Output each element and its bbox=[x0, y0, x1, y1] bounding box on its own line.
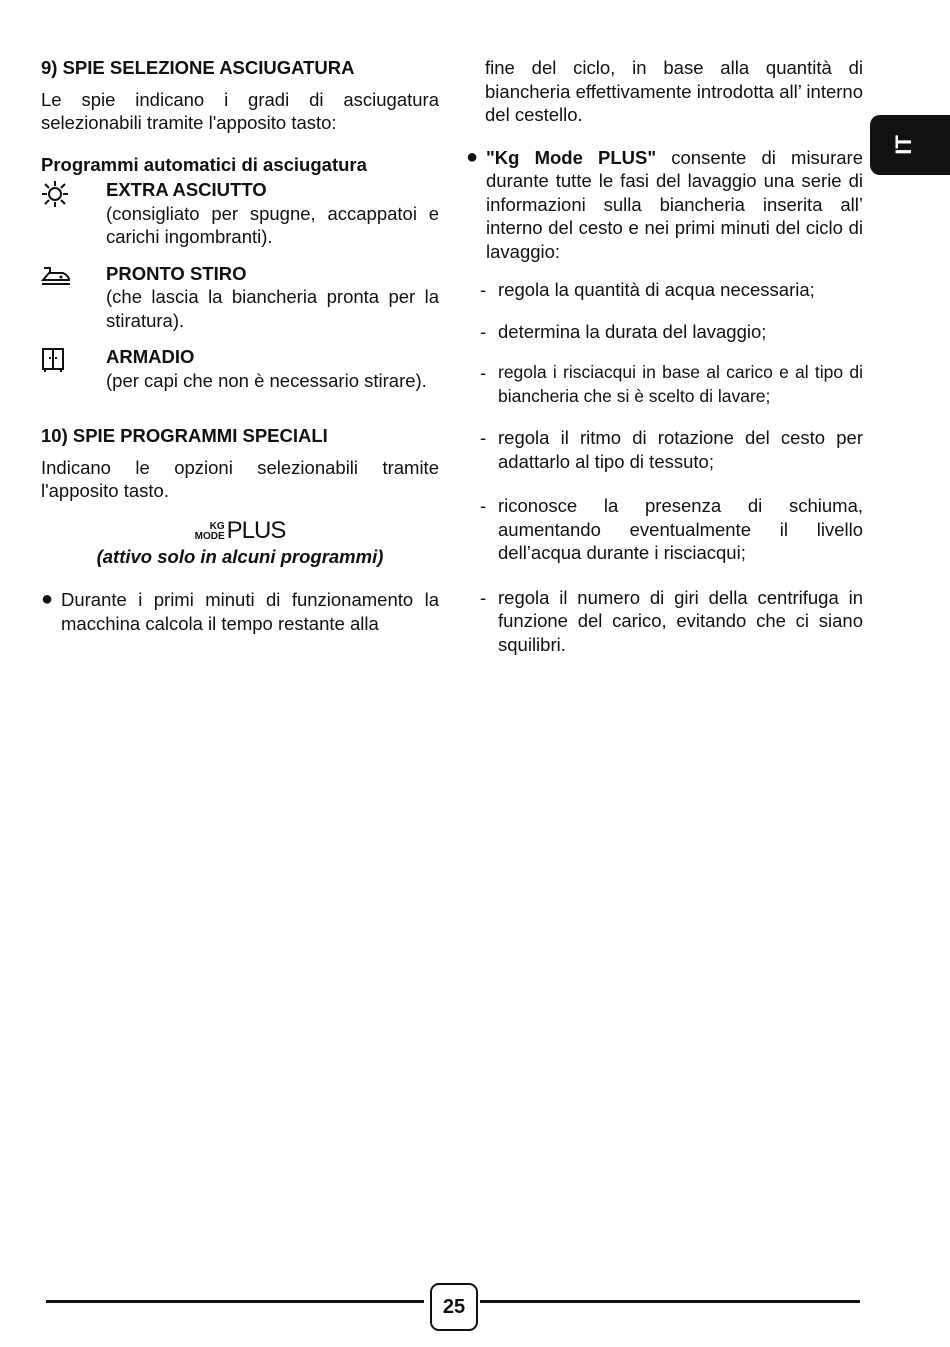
left-column bbox=[41, 56, 439, 635]
dash-item-text: riconosce la presenza di schiuma, aumentando eventualmente il livello dell’acqua durante i risciacqui; bbox=[498, 495, 863, 563]
dash-item-text: regola il numero di giri della centrifuga in funzione del carico, evitando che ci siano squilibri. bbox=[498, 586, 863, 655]
active-note: (attivo solo in alcuni programmi) bbox=[96, 545, 384, 567]
dash-item-text: regola i risciacqui in base al carico e al tipo di biancheria che si è scelto di lavare; bbox=[498, 362, 863, 406]
dash-item-text: determina la durata del lavaggio; bbox=[498, 320, 767, 342]
bullet-text: Durante i primi minuti di funzionamento la macchina calcola il tempo restante alla bbox=[61, 589, 439, 634]
logo-plus-text: PLUS bbox=[226, 516, 286, 544]
iron-icon bbox=[41, 262, 106, 292]
dash-item: - regola la quantità di acqua necessaria; bbox=[466, 278, 863, 302]
page-number: 25 bbox=[430, 1283, 478, 1331]
dash-item: - regola i risciacqui in base al carico e al tipo di biancheria che si è scelto di lavare; bbox=[466, 361, 863, 408]
bullet-kg-mode bbox=[466, 146, 863, 264]
continuation-text: fine del ciclo, in base alla quantità di biancheria effettivamente introdotta all’ interno del cestello. bbox=[485, 57, 863, 125]
section-10-text: Indicano le opzioni selezionabili tramite l'apposito tasto. bbox=[41, 456, 439, 501]
language-tab bbox=[870, 115, 950, 175]
logo-mode-text: MODE bbox=[194, 530, 225, 542]
kg-mode-text: consente di misurare durante tutte le fasi del lavaggio una serie di informazioni sulla biancheria inserita all’ interno del cesto e nei primi minuti del ciclo di lavaggio: bbox=[486, 146, 863, 262]
sun-icon bbox=[41, 178, 106, 214]
logo-kg-text: KG bbox=[209, 520, 225, 532]
right-column bbox=[466, 56, 863, 656]
section-9-title: 9) SPIE SELEZIONE ASCIUGATURA bbox=[41, 57, 355, 78]
bullet-dot-icon: ● bbox=[41, 588, 54, 610]
footer-rule-right bbox=[480, 1300, 860, 1303]
option-title: EXTRA ASCIUTTO bbox=[106, 179, 267, 200]
bullet-dot-icon: ● bbox=[466, 145, 479, 168]
dash-item-text: regola il ritmo di rotazione del cesto per adattarlo al tipo di tessuto; bbox=[498, 427, 863, 472]
dash-item: - regola il ritmo di rotazione del cesto per adattarlo al tipo di tessuto; bbox=[480, 427, 863, 472]
option-extra-asciutto bbox=[41, 178, 439, 249]
option-desc: (per capi che non è necessario stirare). bbox=[106, 369, 427, 391]
auto-programs-title: Programmi automatici di asciugatura bbox=[41, 153, 367, 175]
dash-item: - riconosce la presenza di schiuma, aumentando eventualmente il livello dell’acqua durante i risciacqui; bbox=[480, 495, 863, 563]
kg-mode-plus-logo bbox=[41, 511, 439, 544]
kg-mode-bold: "Kg Mode PLUS" bbox=[486, 146, 657, 168]
section-9-text: Le spie indicano i gradi di asciugatura selezionabili tramite l'apposito tasto: bbox=[41, 88, 439, 133]
option-pronto-stiro bbox=[41, 262, 439, 333]
option-title: PRONTO STIRO bbox=[106, 262, 247, 284]
dash-item: - determina la durata del lavaggio; bbox=[466, 320, 863, 344]
option-title: ARMADIO bbox=[106, 346, 195, 367]
footer-rule-left bbox=[46, 1300, 424, 1303]
section-10-title: 10) SPIE PROGRAMMI SPECIALI bbox=[41, 425, 328, 446]
option-desc: (che lascia la biancheria pronta per la stiratura). bbox=[106, 286, 439, 331]
option-armadio bbox=[41, 345, 439, 392]
dash-item-text: regola la quantità di acqua necessaria; bbox=[498, 279, 815, 300]
dash-item: - regola il numero di giri della centrifuga in funzione del carico, evitando che ci siano squilibri. bbox=[480, 586, 863, 655]
option-desc: (consigliato per spugne, accappatoi e carichi ingombranti). bbox=[106, 202, 439, 247]
wardrobe-icon bbox=[41, 345, 106, 379]
language-tab-label: IT bbox=[891, 135, 916, 155]
bullet-durante bbox=[41, 588, 439, 635]
